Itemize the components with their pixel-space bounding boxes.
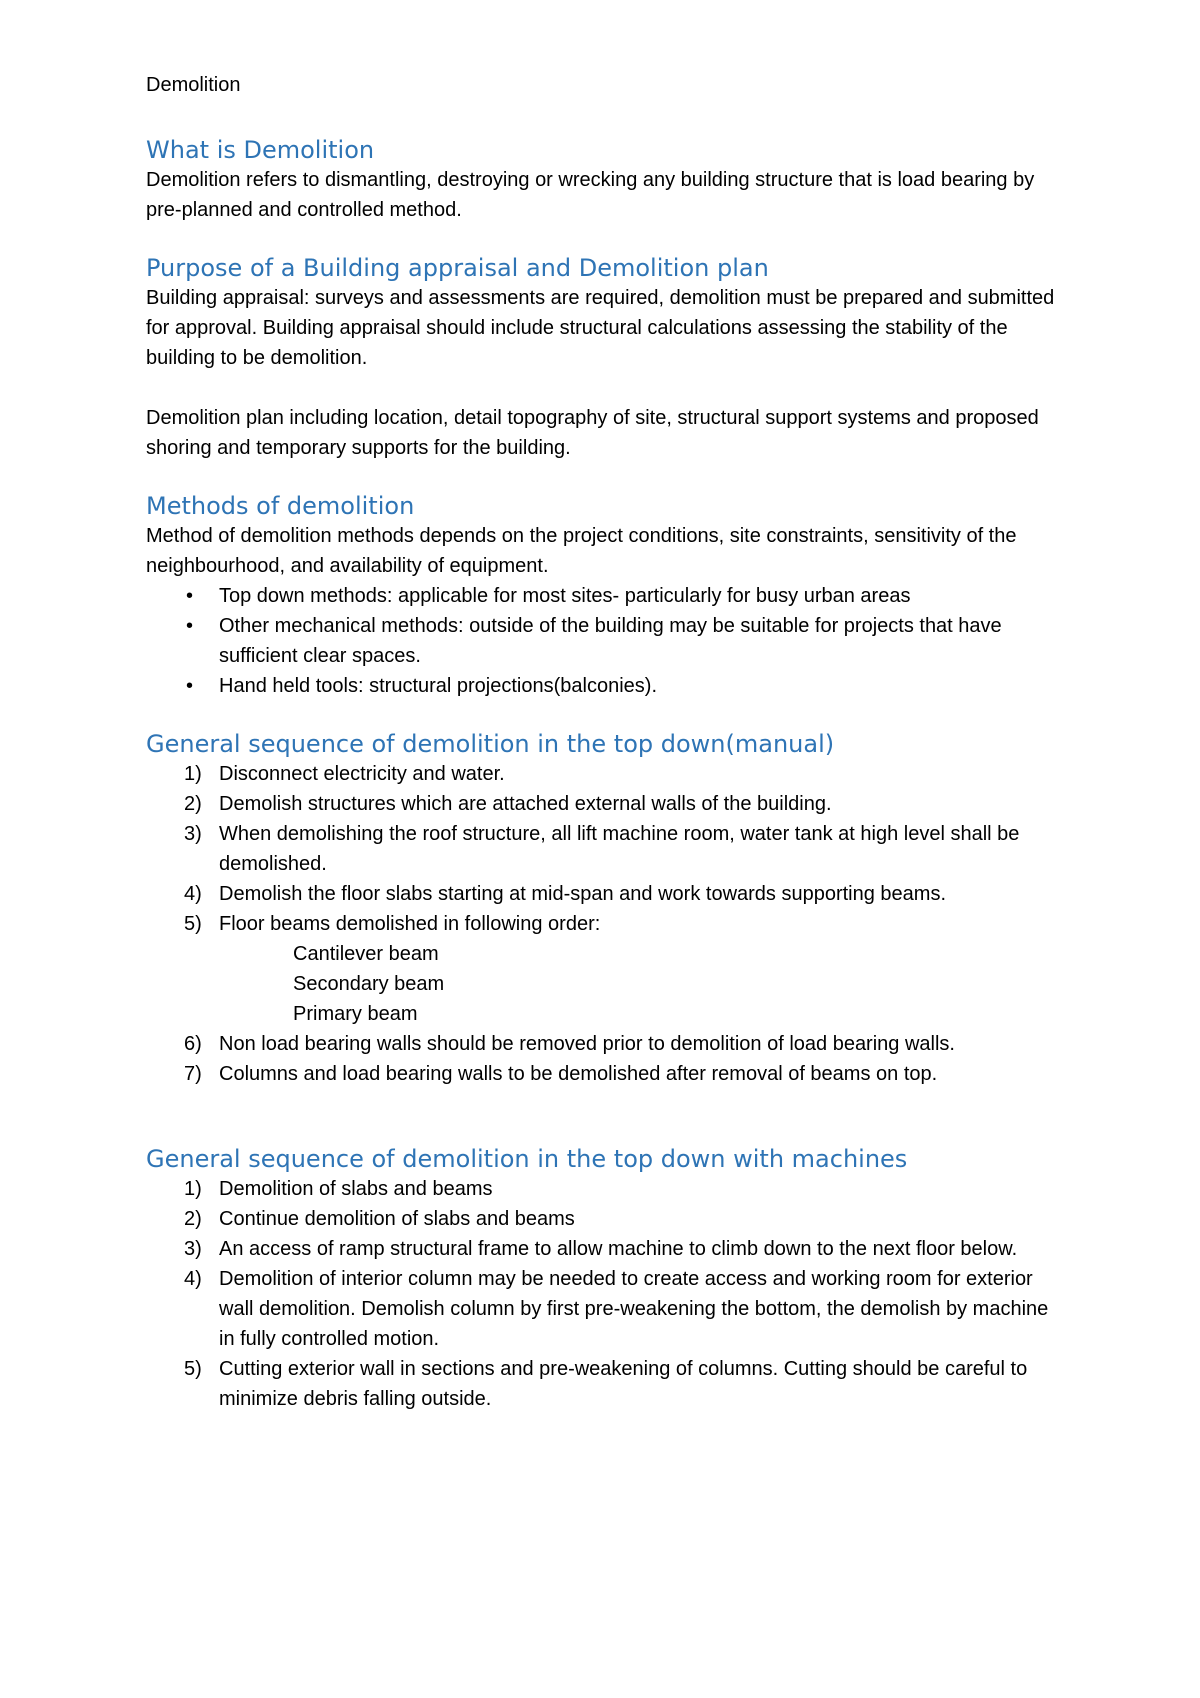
bullet-icon: • [186, 585, 194, 607]
paragraph-demolition-plan: Demolition plan including location, detail topography of site, structural support systems and proposed shoring and temporary supports for the building. [146, 407, 1039, 459]
beam-order-item: Cantilever beam [293, 943, 439, 965]
step-text: An access of ramp structural frame to allow machine to climb down to the next floor below. [219, 1238, 1018, 1260]
list-item [146, 1234, 1066, 1264]
manual-steps-list-continued [146, 1029, 1066, 1089]
list-item [146, 671, 1066, 701]
manual-steps-list [146, 759, 1066, 939]
heading-methods: Methods of demolition [146, 492, 415, 520]
list-item [146, 1029, 1066, 1059]
step-number: 6) [184, 1033, 202, 1055]
methods-bullet-list [146, 581, 1066, 701]
heading-machine-sequence: General sequence of demolition in the top down with machines [146, 1145, 908, 1173]
list-item [146, 879, 1066, 909]
document-body [146, 70, 1066, 1442]
list-item [146, 611, 1066, 671]
list-item-text: Hand held tools: structural projections(balconies). [219, 675, 657, 697]
list-item-text: Other mechanical methods: outside of the building may be suitable for projects that have sufficient clear spaces. [219, 615, 1002, 667]
paragraph-methods-intro: Method of demolition methods depends on the project conditions, site constraints, sensitivity of the neighbourhood, and availability of equipment. [146, 525, 1017, 577]
step-number: 1) [184, 763, 202, 785]
step-number: 5) [184, 913, 202, 935]
section-machine-sequence [146, 1144, 1066, 1414]
step-number: 2) [184, 1208, 202, 1230]
list-item [146, 1354, 1066, 1414]
paragraph-building-appraisal: Building appraisal: surveys and assessments are required, demolition must be prepared and submitted for approval. Building appraisal should include structural calculations assessing the stability of the building to be demolition. [146, 287, 1055, 369]
step-number: 3) [184, 1238, 202, 1260]
bullet-icon: • [186, 615, 194, 637]
step-text: Columns and load bearing walls to be demolished after removal of beams on top. [219, 1063, 938, 1085]
heading-manual-sequence: General sequence of demolition in the top down(manual) [146, 730, 835, 758]
section-methods [146, 491, 1066, 701]
section-what-is-demolition [146, 135, 1066, 225]
beam-order-list [146, 939, 1066, 1029]
step-number: 2) [184, 793, 202, 815]
list-item [146, 1264, 1066, 1354]
heading-purpose: Purpose of a Building appraisal and Demolition plan [146, 254, 769, 282]
step-text: Disconnect electricity and water. [219, 763, 505, 785]
list-item [146, 759, 1066, 789]
step-text: Demolish the floor slabs starting at mid-span and work towards supporting beams. [219, 883, 947, 905]
step-number: 5) [184, 1358, 202, 1380]
step-text: When demolishing the roof structure, all lift machine room, water tank at high level shall be demolished. [219, 823, 1020, 875]
heading-what-is-demolition: What is Demolition [146, 136, 375, 164]
list-item [146, 1174, 1066, 1204]
step-number: 7) [184, 1063, 202, 1085]
document-title: Demolition [146, 74, 241, 96]
step-number: 3) [184, 823, 202, 845]
paragraph-definition: Demolition refers to dismantling, destroying or wrecking any building structure that is load bearing by pre-planned and controlled method. [146, 169, 1035, 221]
machine-steps-list [146, 1174, 1066, 1414]
step-number: 4) [184, 1268, 202, 1290]
list-item [146, 789, 1066, 819]
list-item [146, 819, 1066, 879]
step-number: 4) [184, 883, 202, 905]
section-manual-sequence [146, 729, 1066, 1089]
step-text: Demolition of interior column may be needed to create access and working room for exterior wall demolition. Demolish column by first pre-weakening the bottom, the demolish by machine in fully controlled motion. [219, 1268, 1049, 1350]
list-item [146, 1059, 1066, 1089]
step-number: 1) [184, 1178, 202, 1200]
step-text: Demolish structures which are attached external walls of the building. [219, 793, 832, 815]
step-text: Demolition of slabs and beams [219, 1178, 493, 1200]
step-text: Non load bearing walls should be removed prior to demolition of load bearing walls. [219, 1033, 955, 1055]
step-text: Cutting exterior wall in sections and pre-weakening of columns. Cutting should be careful to minimize debris falling outside. [219, 1358, 1028, 1410]
beam-order-item: Primary beam [293, 1003, 418, 1025]
section-purpose [146, 253, 1066, 463]
list-item [146, 909, 1066, 939]
beam-order-item: Secondary beam [293, 973, 445, 995]
step-text: Continue demolition of slabs and beams [219, 1208, 575, 1230]
bullet-icon: • [186, 675, 194, 697]
list-item [146, 1204, 1066, 1234]
step-text: Floor beams demolished in following order: [219, 913, 601, 935]
list-item [146, 581, 1066, 611]
list-item-text: Top down methods: applicable for most sites- particularly for busy urban areas [219, 585, 911, 607]
